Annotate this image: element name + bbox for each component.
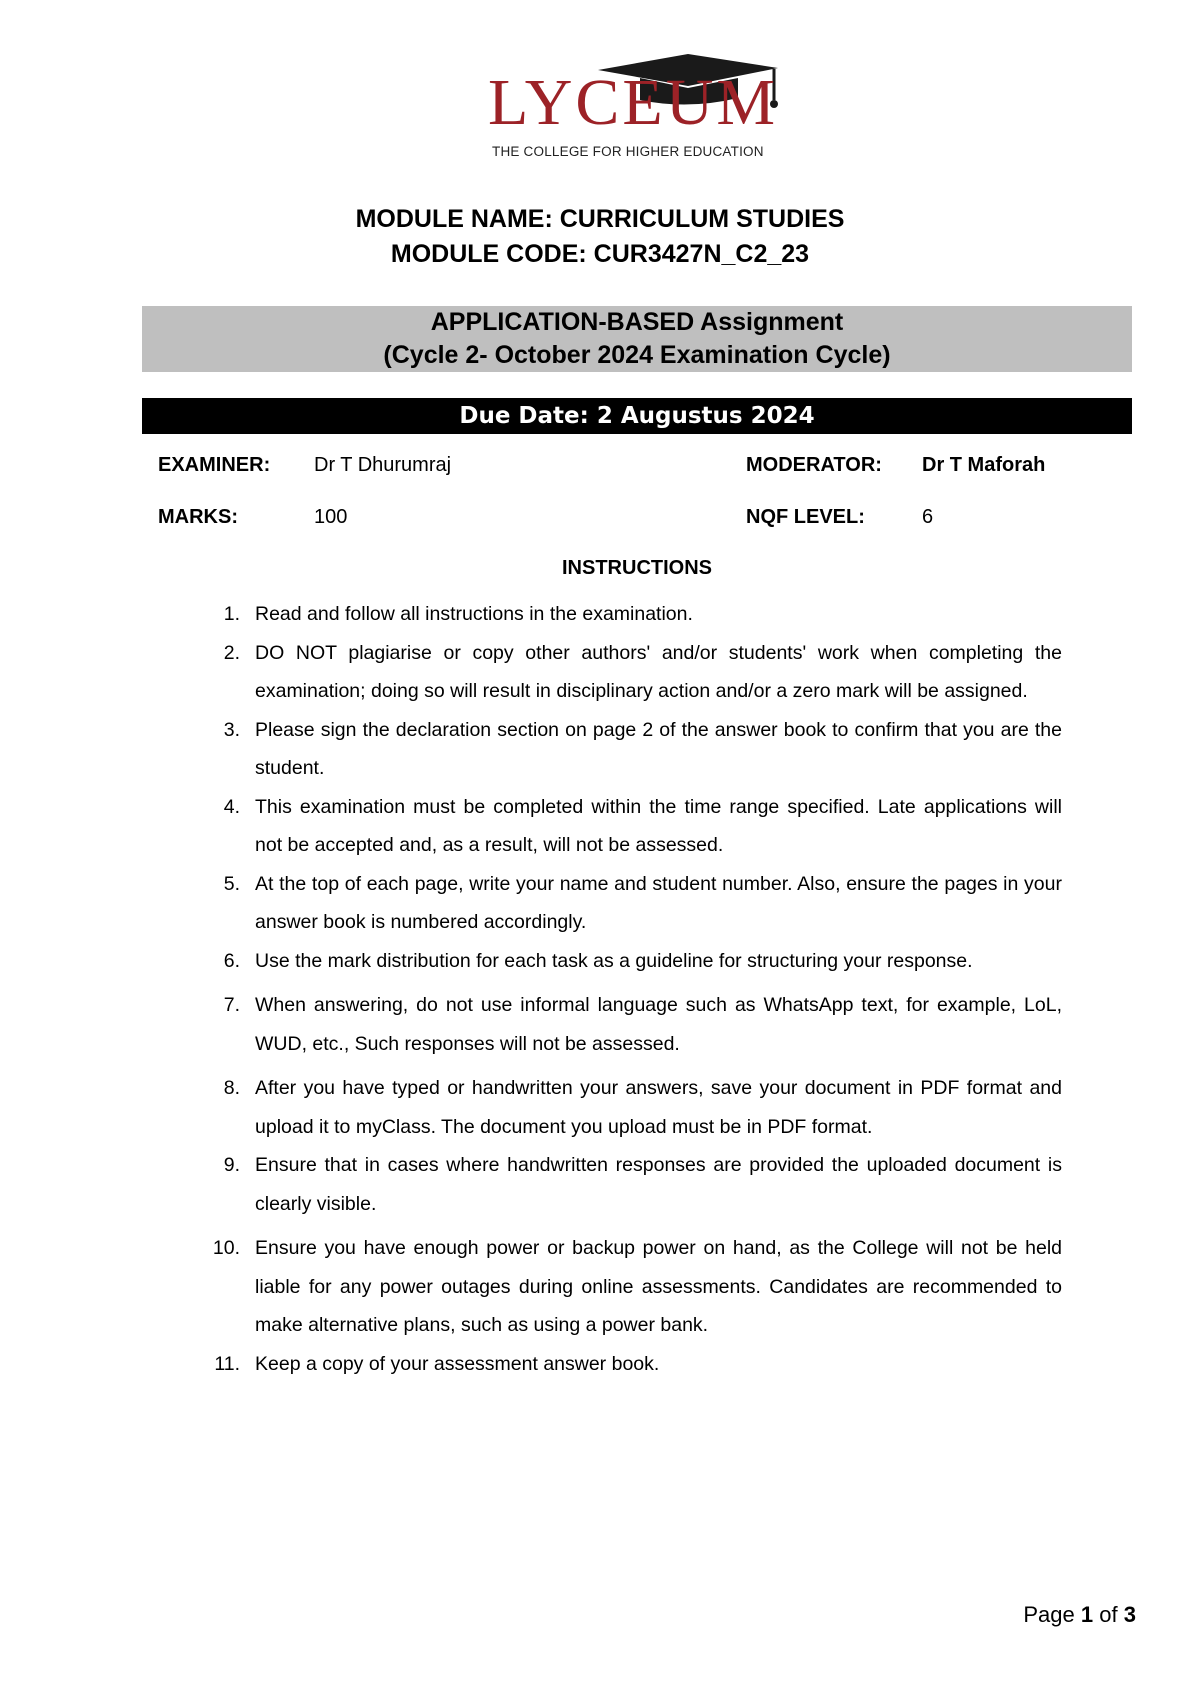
list-item-number: 7. — [223, 994, 240, 1016]
of-word: of — [1099, 1602, 1118, 1627]
list-item — [200, 634, 1062, 711]
list-item-text: Read and follow all instructions in the examination. — [255, 603, 693, 625]
assignment-title-band — [142, 306, 1132, 372]
list-item-number: 3. — [223, 718, 240, 741]
list-item — [200, 865, 1062, 942]
list-item — [200, 595, 1062, 634]
list-item-text: DO NOT plagiarise or copy other authors' and/or students' work when completing the examination; doing so will result in disciplinary action and/or a zero mark will be assigned. — [255, 641, 1062, 702]
list-item-number: 5. — [223, 872, 240, 895]
list-item-text: Please sign the declaration section on page 2 of the answer book to confirm that you are the student. — [255, 718, 1062, 779]
list-item — [200, 942, 1062, 981]
list-item-text: When answering, do not use informal language such as WhatsApp text, for example, LoL, WUD, etc., Such responses will not be assessed. — [255, 994, 1062, 1055]
list-item-text: After you have typed or handwritten your answers, save your document in PDF format and upload it to myClass. The document you upload must be in PDF format. — [255, 1077, 1062, 1138]
list-item-text: Use the mark distribution for each task as a guideline for structuring your response. — [255, 949, 973, 972]
examiner-value: Dr T Dhurumraj — [314, 454, 452, 476]
page-number — [1023, 1602, 1136, 1628]
assignment-type: APPLICATION-BASED Assignment — [430, 308, 844, 336]
list-item-number: 4. — [223, 795, 240, 818]
list-item — [200, 788, 1062, 865]
module-code: MODULE CODE: CUR3427N_C2_23 — [390, 240, 810, 268]
moderator-value: Dr T Maforah — [922, 454, 1046, 476]
list-item-number: 9. — [223, 1154, 240, 1176]
instructions-heading: INSTRUCTIONS — [562, 557, 712, 579]
logo-tagline: THE COLLEGE FOR HIGHER EDUCATION — [492, 144, 764, 159]
nqf-level-value: 6 — [922, 506, 934, 528]
list-item-text: Ensure that in cases where handwritten responses are provided the uploaded document is clearly visible. — [255, 1154, 1062, 1215]
list-item — [200, 1146, 1062, 1223]
list-item-number: 10. — [212, 1237, 240, 1259]
list-item — [200, 986, 1062, 1063]
logo-wordmark: LYCEUM — [488, 66, 779, 139]
list-item-number: 11. — [214, 1352, 240, 1375]
marks-value: 100 — [314, 506, 348, 528]
page-word: Page — [1023, 1602, 1075, 1627]
list-item — [200, 1345, 1062, 1384]
list-item-number: 6. — [223, 949, 240, 972]
list-item-number: 2. — [223, 641, 240, 664]
instructions-list — [200, 595, 1062, 1383]
total-pages: 3 — [1123, 1602, 1136, 1627]
module-name: MODULE NAME: CURRICULUM STUDIES — [355, 205, 845, 233]
list-item-number: 1. — [223, 603, 240, 625]
list-item — [200, 1229, 1062, 1345]
examiner-label: EXAMINER: — [158, 454, 271, 476]
nqf-level-label: NQF LEVEL: — [746, 506, 865, 528]
lyceum-logo — [488, 48, 788, 166]
list-item — [200, 711, 1062, 788]
marks-label: MARKS: — [158, 506, 238, 528]
list-item — [200, 1069, 1062, 1146]
list-item-text: Ensure you have enough power or backup power on hand, as the College will not be held liable for any power outages during online assessments. Candidates are recommended to make alternative plans, such as using a power bank. — [255, 1237, 1062, 1336]
list-item-text: This examination must be completed within the time range specified. Late applications will not be accepted and, as a result, will not be assessed. — [255, 795, 1062, 856]
list-item-text: At the top of each page, write your name and student number. Also, ensure the pages in your answer book is numbered accordingly. — [255, 872, 1062, 933]
examination-cycle: (Cycle 2- October 2024 Examination Cycle) — [383, 341, 891, 369]
due-date-band: Due Date: 2 Augustus 2024 — [142, 398, 1132, 434]
list-item-text: Keep a copy of your assessment answer book. — [255, 1352, 660, 1375]
moderator-label: MODERATOR: — [746, 454, 882, 476]
list-item-number: 8. — [223, 1077, 240, 1099]
current-page: 1 — [1080, 1602, 1094, 1627]
